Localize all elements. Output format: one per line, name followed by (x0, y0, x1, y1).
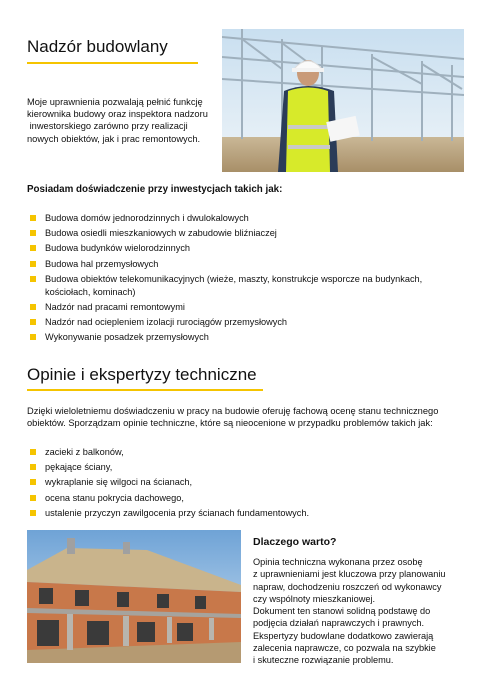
why-line: Dokument ten stanowi solidną podstawę do (253, 606, 431, 617)
title-underline (27, 389, 263, 391)
why-line: Ekspertyzy budowlane dodatkowo zawierają (253, 630, 434, 641)
list-item: Wykonywanie posadzek przemysłowych (27, 331, 457, 344)
intro-line: kierownika budowy oraz inspektora nadzoru (27, 109, 208, 120)
bullet-icon (30, 495, 36, 501)
why-block (253, 536, 468, 667)
bullet-icon (30, 510, 36, 516)
section-title-supervision: Nadzór budowlany (27, 37, 168, 56)
bullet-icon (30, 261, 36, 267)
experience-list (27, 212, 457, 346)
bullet-icon (30, 449, 36, 455)
bullet-icon (30, 319, 36, 325)
section-title-expertise: Opinie i ekspertyzy techniczne (27, 365, 257, 384)
list-item: Budowa domów jednorodzinnych i dwulokalowych (27, 212, 457, 225)
why-line: podjęcia działań naprawczych i prawnych. (253, 618, 425, 629)
why-line: czy wspólnoty mieszkaniowej. (253, 593, 376, 604)
inspector-photo (222, 29, 464, 172)
list-item: ocena stanu pokrycia dachowego, (27, 492, 457, 505)
houses-photo (27, 530, 241, 663)
why-text (253, 556, 468, 667)
bullet-icon (30, 464, 36, 470)
why-line: i skuteczne rozwiązanie problemu. (253, 655, 394, 666)
experience-heading: Posiadam doświadczenie przy inwestycjach takich jak: (27, 184, 283, 195)
list-item: Budowa budynków wielorodzinnych (27, 242, 457, 255)
bullet-icon (30, 230, 36, 236)
intro-line: nowych obiektów, jak i prac remontowych. (27, 133, 201, 144)
bullet-icon (30, 215, 36, 221)
list-item: Budowa obiektów telekomunikacyjnych (wieże, maszty, konstrukcje wsporcze na budynkach, kościołach, kominach) (27, 273, 450, 299)
list-item: ustalenie przyczyn zawilgocenia przy ścianach fundamentowych. (27, 507, 457, 520)
why-line: napraw, dochodzeniu roszczeń od wykonawcy (253, 581, 442, 592)
supervision-intro (27, 96, 217, 145)
why-line: z uprawnieniami jest kluczowa przy planowaniu (253, 569, 446, 580)
bullet-icon (30, 245, 36, 251)
list-item: wykraplanie się wilgoci na ścianach, (27, 476, 457, 489)
list-item: Nadzór nad pracami remontowymi (27, 301, 457, 314)
bullet-icon (30, 479, 36, 485)
bullet-icon (30, 304, 36, 310)
intro-line: inwestorskiego zarówno przy realizacji (27, 121, 188, 132)
why-title: Dlaczego warto? (253, 536, 337, 548)
intro-line: Moje uprawnienia pozwalają pełnić funkcję (27, 97, 203, 107)
bullet-icon (30, 276, 36, 282)
title-underline (27, 62, 198, 64)
bullet-icon (30, 334, 36, 340)
list-item: pękające ściany, (27, 461, 457, 474)
list-item: zacieki z balkonów, (27, 446, 457, 459)
expertise-intro: Dzięki wieloletniemu doświadczeniu w pracy na budowie oferuję fachową ocenę stanu technicznego obiektów. Sporządzam opinie techniczne, które są nieocenione w przypadku problemów takich jak: (27, 406, 439, 429)
why-line: Opinia techniczna wykonana przez osobę (253, 557, 423, 567)
list-item: Nadzór nad ociepleniem izolacji rurociągów przemysłowych (27, 316, 457, 329)
why-line: zalecenia naprawcze, co pozwala na szybkie (253, 643, 436, 654)
list-item: Budowa hal przemysłowych (27, 258, 457, 271)
problems-list (27, 446, 457, 522)
list-item: Budowa osiedli mieszkaniowych w zabudowie bliźniaczej (27, 227, 457, 240)
